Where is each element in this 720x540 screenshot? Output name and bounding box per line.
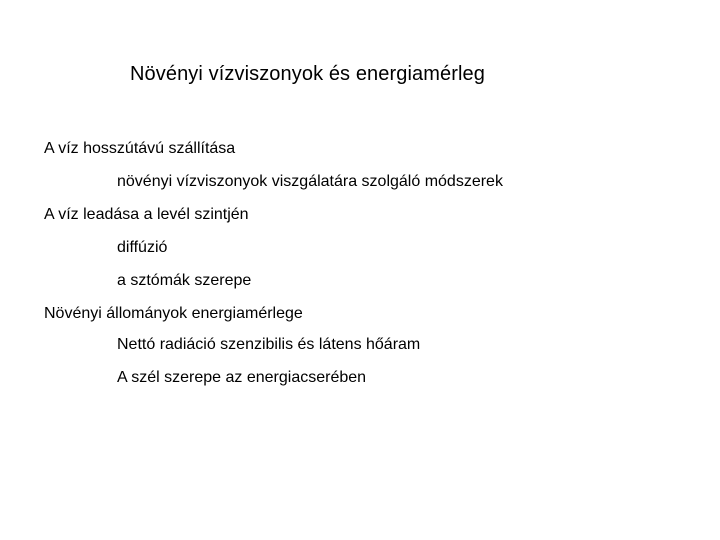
slide-title: Növényi vízviszonyok és energiamérleg [130, 63, 485, 85]
outline-subitem-stomata: a sztómák szerepe [117, 272, 252, 289]
outline-subitem-wind-role: A szél szerepe az energiacserében [117, 369, 367, 386]
outline-item-energy-balance: Növényi állományok energiamérlege [44, 305, 303, 322]
outline-subitem-net-radiation: Nettó radiáció szenzibilis és látens hőáram [117, 336, 421, 353]
outline-subitem-methods: növényi vízviszonyok viszgálatára szolgáló módszerek [117, 173, 503, 190]
outline-subitem-diffusion: diffúzió [117, 239, 168, 256]
outline-item-leaf-water-release: A víz leadása a levél szintjén [44, 206, 249, 223]
outline-item-water-transport: A víz hosszútávú szállítása [44, 140, 236, 157]
